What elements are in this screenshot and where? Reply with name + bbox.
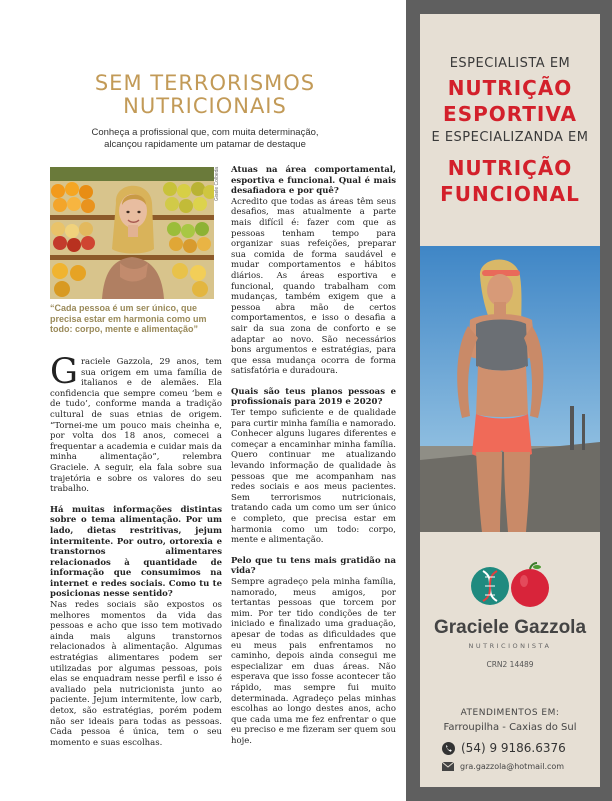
headline-line-1: SEM TERRORISMOS [94, 71, 316, 95]
contact-email [442, 762, 602, 771]
question-2: Atuas na área comportamental, esportiva e funcional. Qual é mais desafiadora e por quê? [231, 165, 396, 197]
headline-line-2: NUTRICIONAIS [123, 94, 287, 118]
ad-specialist-label: ESPECIALISTA EM [449, 56, 571, 71]
standfirst-line-1: Conheça a profissional que, com muita determinação, [91, 127, 319, 138]
advertisement-panel [420, 14, 600, 787]
article-column-2 [231, 165, 396, 746]
portrait-photo [50, 167, 214, 299]
article-column-1 [50, 352, 222, 748]
ad-title-nutricao-1: NUTRIÇÃO [447, 76, 573, 100]
email-address: gra.gazzola@hotmail.com [460, 762, 565, 771]
ad-title-nutricao-2: NUTRIÇÃO [447, 156, 573, 180]
phone-icon [442, 742, 455, 755]
article-standfirst [60, 127, 350, 151]
question-4: Pelo que tu tens mais gratidão na vida? [231, 555, 396, 577]
intro-text: raciele Gazzola, 29 anos, tem sua origem em uma família de italianos e de alemães. Ela confidencia que sempre comeu ‘bem e de tudo’, conforme manda a tradição cultural de suas etnias de origem. “Tornei-me um pouco mais cheinha e, por volta dos 18 anos, comecei a frequentar a academia e cuidar mais da minha alimentação”, relembra Graciele. A seguir, ela fala sobre sua trajetória e sobre os valores do seu trabalho. [50, 357, 222, 495]
crn-registration: CRN2 14489 [486, 660, 534, 669]
brand-name: Graciele Gazzola [433, 617, 587, 638]
athlete-photo [420, 246, 600, 532]
attendance-label: ATENDIMENTOS EM: [460, 708, 560, 718]
athlete-illustration [420, 246, 600, 532]
answer-3: Ter tempo suficiente e de qualidade para curtir minha família e namorado. Conhecer alguns lugares diferentes e começar a encaminhar minha família. Quero continuar me atualizando levando informação de qualidade às pessoas que me acompanham nas redes sociais e aos meus pacientes. Sem terrorismos nutricionais, tratando cada um como um ser único e completo, que precisa estar em harmonia como um todo: corpo, mente e alimentação. [231, 408, 396, 546]
answer-1: Nas redes sociais são expostos os melhores momentos da vida das pessoas e acho que isso tem motivado ainda mais alguns transtornos relacionados à alimentação. Algumas estratégias alimentares podem ser utilizadas por algumas pessoas, pois elas se enquadram nesse perfil e isso é avaliado pela nutricionista junto ao paciente. Jejum intermitente, low carb, detox, são estratégias, porém podem não ser ideais para todas as pessoas. Cada pessoa é única, tem o seu momento e suas escolhas. [50, 600, 222, 748]
answer-2: Acredito que todas as áreas têm seus desafios, mas atualmente a parte mais difícil é: fazer com que as pessoas tenham tempo para organizar suas refeições, preparar sua comida de forma saudável e mudar comportamentos e hábitos diários. As áreas esportiva e funcional, quando trabalham com mudanças, também exigem que a pessoa abra mão de certos comportamentos, e isso o desafia a sair da sua zona de conforto e se adaptar ao novo. São necessários bons argumentos e estratégias, para que essa mudança ocorra de forma satisfatória e duradoura. [231, 196, 396, 377]
brand-logo-mark [420, 559, 600, 611]
ad-title-funcional: FUNCIONAL [440, 182, 580, 206]
drop-cap: G [50, 352, 78, 392]
brand-subtitle: NUTRICIONISTA [468, 642, 552, 650]
standfirst-line-2: alcançou rapidamente um patamar de destaque [104, 139, 306, 150]
intro-paragraph [50, 352, 222, 495]
photo-credit: Gisele Colbeda [214, 167, 220, 202]
article-headline [60, 72, 350, 118]
envelope-icon [442, 762, 454, 771]
answer-4: Sempre agradeço pela minha família, namorado, meus amigos, por tertantas pessoas que torcem por mim. Por ter tido condições de ter iniciado e finalizado uma graduação, apesar de todas as dificuldades que eu meus pais enfrentamos no caminho, depois ainda consegui me especializar em duas áreas. Não esperava que isso fosse acontecer tão rápido, mas sempre fui muito determinada. Agradeço pelas minhas escolhas ao longo destes anos, acho que cada uma me fez enfrentar o que eu preciso e me fizeram ser quem sou hoje. [231, 576, 396, 746]
brand-logo [420, 559, 600, 611]
question-1: Há muitas informações distintas sobre o tema alimentação. Por um lado, dietas restritivas, jejum intermitente. Por outro, ortorexia e transtornos alimentares relacionados à quantidade de informação que consumimos na internet e redes sociais. Como tu te posicionas nesse sentido? [50, 504, 222, 600]
ad-specializing-label: E ESPECIALIZANDA EM [431, 130, 589, 145]
contact-phone [442, 741, 602, 755]
apple-icon [511, 569, 549, 607]
question-3: Quais são teus planos pessoas e profissionais para 2019 e 2020? [231, 386, 396, 408]
attendance-cities: Farroupilha - Caxias do Sul [443, 722, 577, 733]
phone-number: (54) 9 9186.6376 [461, 741, 566, 755]
portrait-illustration [50, 167, 214, 299]
ad-title-esportiva: ESPORTIVA [443, 102, 577, 126]
pull-quote: “Cada pessoa é um ser único, que precisa estar em harmonia como um todo: corpo, mente e alimentação” [50, 303, 207, 334]
